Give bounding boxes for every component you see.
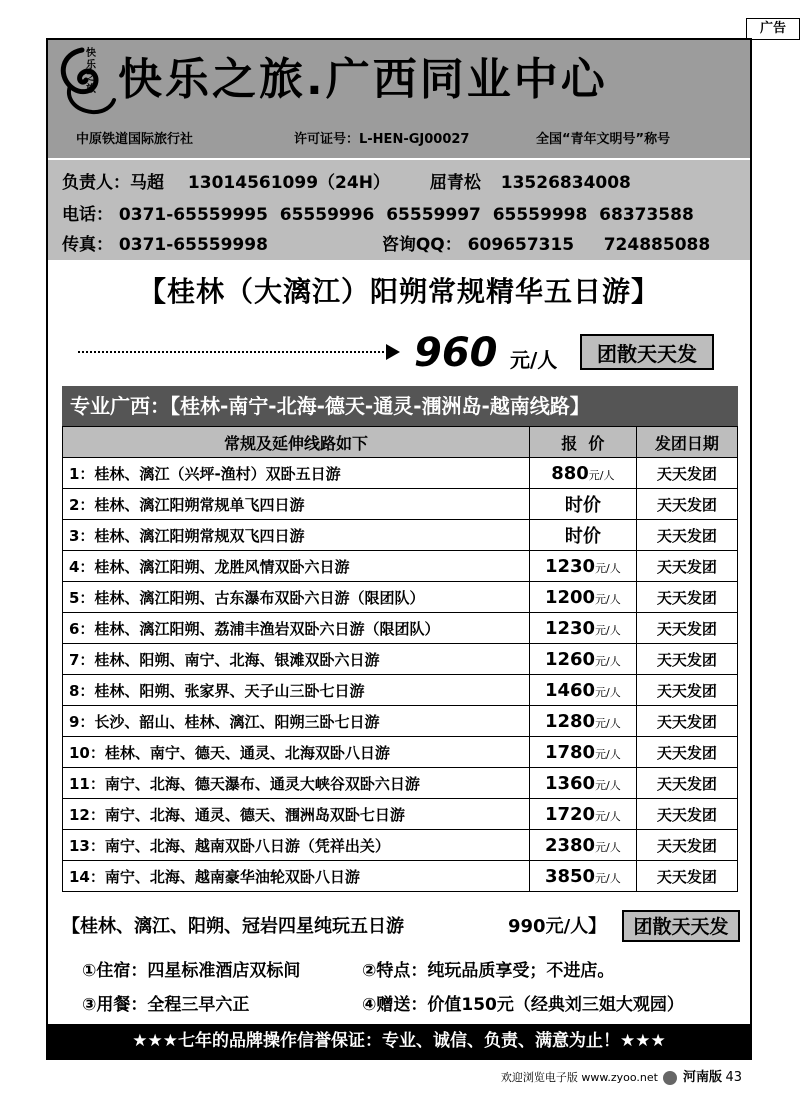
feature-tour-title: 【桂林（大漓江）阳朔常规精华五日游】 <box>137 275 660 308</box>
header-price: 报 价 <box>530 427 637 458</box>
departure-schedule: 天天发团 <box>636 861 737 892</box>
price-value: 880 <box>551 462 589 484</box>
route-name: 10：桂林、南宁、德天、通灵、北海双卧八日游 <box>63 737 530 768</box>
table-row <box>63 768 738 799</box>
price-value: 时价 <box>564 526 601 547</box>
departure-schedule: 天天发团 <box>636 520 737 551</box>
route-price <box>530 737 637 768</box>
price-value: 1720 <box>544 803 596 825</box>
second-contact-phone: 13526834008 <box>500 173 631 193</box>
routes-table-body <box>63 458 738 892</box>
route-name: 14：南宁、北海、越南豪华油轮双卧八日游 <box>63 861 530 892</box>
price-value: 3850 <box>544 865 596 887</box>
departure-schedule: 天天发团 <box>636 582 737 613</box>
brand-title: 快乐之旅.广西同业中心 <box>118 54 608 105</box>
route-name: 8：桂林、阳朔、张家界、天子山三卧七日游 <box>63 675 530 706</box>
price-value: 1230 <box>544 555 596 577</box>
license-number: 许可证号：L-HEN-GJ00027 <box>294 132 470 147</box>
route-price <box>530 489 637 520</box>
dotted-arrow-line <box>78 351 388 353</box>
price-unit: 元/人 <box>595 840 621 854</box>
package-daily-badge: 团散天天发 <box>622 910 740 942</box>
route-name: 6：桂林、漓江阳朔、荔浦丰渔岩双卧六日游（限团队） <box>63 613 530 644</box>
price-value: 1460 <box>544 679 596 701</box>
fax-label: 传真： <box>62 235 113 255</box>
package-title: 【桂林、漓江、阳朔、冠岩四星纯玩五日游 <box>62 916 404 937</box>
honor-title: 全国“青年文明号”称号 <box>536 132 671 147</box>
price-value: 1280 <box>544 710 596 732</box>
route-name: 11：南宁、北海、德天瀑布、通灵大峡谷双卧六日游 <box>63 768 530 799</box>
route-name: 7：桂林、阳朔、南宁、北海、银滩双卧六日游 <box>63 644 530 675</box>
price-unit: 元/人 <box>595 592 621 606</box>
header-date: 发团日期 <box>636 427 737 458</box>
price-unit: 元/人 <box>595 623 621 637</box>
price-value: 1260 <box>544 648 596 670</box>
feature-tour-price: 960 <box>414 330 498 376</box>
route-name: 5：桂林、漓江阳朔、古东瀑布双卧六日游（限团队） <box>63 582 530 613</box>
departure-schedule: 天天发团 <box>636 830 737 861</box>
table-row <box>63 458 738 489</box>
route-price <box>530 520 637 551</box>
price-unit: 元/人 <box>588 468 615 482</box>
price-unit: 元/人 <box>595 561 621 575</box>
package-feature-lodging: ①住宿：四星标准酒店双标间 <box>82 961 301 981</box>
route-name: 4：桂林、漓江阳朔、龙胜风情双卧六日游 <box>63 551 530 582</box>
table-row <box>63 551 738 582</box>
departure-schedule: 天天发团 <box>636 489 737 520</box>
price-unit: 元/人 <box>595 685 621 699</box>
table-row <box>63 582 738 613</box>
route-price <box>530 768 637 799</box>
table-row <box>63 613 738 644</box>
swirl-logo-icon <box>52 44 118 116</box>
route-price <box>530 644 637 675</box>
header-route: 常规及延伸线路如下 <box>63 427 530 458</box>
table-header-row <box>63 427 738 458</box>
price-value: 1200 <box>544 586 596 608</box>
phone-label: 电话： <box>62 205 113 225</box>
route-price <box>530 458 637 489</box>
table-row <box>63 706 738 737</box>
qq-label: 咨询QQ： <box>381 235 462 255</box>
brand-slogan: ★★★七年的品牌操作信誉保证：专业、诚信、负责、满意为止！★★★ <box>48 1024 750 1058</box>
route-name: 1：桂林、漓江（兴坪-渔村）双卧五日游 <box>63 458 530 489</box>
route-price <box>530 551 637 582</box>
package-feature-quality: ②特点：纯玩品质享受；不进店。 <box>362 961 615 981</box>
table-row <box>63 861 738 892</box>
price-value: 1780 <box>544 741 596 763</box>
circle-badge-icon <box>663 1071 677 1085</box>
departure-schedule: 天天发团 <box>636 799 737 830</box>
manager-label: 负责人：马超 <box>62 173 164 193</box>
package-price: 990元/人】 <box>508 916 607 937</box>
route-name: 3：桂林、漓江阳朔常规双飞四日游 <box>63 520 530 551</box>
price-value: 1360 <box>544 772 596 794</box>
route-price <box>530 582 637 613</box>
price-unit: 元/人 <box>595 809 621 823</box>
ad-tag: 广告 <box>746 18 800 40</box>
price-value: 1230 <box>544 617 596 639</box>
departure-schedule: 天天发团 <box>636 644 737 675</box>
table-row <box>63 737 738 768</box>
departure-schedule: 天天发团 <box>636 458 737 489</box>
price-unit: 元/人 <box>595 747 621 761</box>
second-contact-name: 屈青松 <box>429 173 481 193</box>
routes-table <box>62 426 738 892</box>
price-unit: 元/人 <box>595 716 621 730</box>
manager-phone: 13014561099（24H） <box>187 173 390 193</box>
footer-edition: 河南版 <box>682 1070 722 1085</box>
manager-row <box>62 168 631 193</box>
departure-schedule: 天天发团 <box>636 551 737 582</box>
package-feature-gift: ④赠送：价值150元（经典刘三姐大观园） <box>362 995 684 1015</box>
logo-text: 快乐之旅 <box>86 48 96 95</box>
route-price <box>530 799 637 830</box>
departure-schedule: 天天发团 <box>636 768 737 799</box>
contact-panel <box>48 160 750 260</box>
daily-departure-badge: 团散天天发 <box>580 334 714 370</box>
price-value: 时价 <box>564 495 601 516</box>
route-price <box>530 613 637 644</box>
table-row <box>63 644 738 675</box>
price-unit: 元/人 <box>595 871 621 885</box>
arrow-right-icon <box>386 344 400 360</box>
table-row <box>63 830 738 861</box>
table-row <box>63 520 738 551</box>
price-unit: 元/人 <box>595 654 621 668</box>
agency-info-line <box>48 124 750 148</box>
fax-row <box>62 230 710 255</box>
table-row <box>63 489 738 520</box>
route-price <box>530 830 637 861</box>
route-name: 9：长沙、韶山、桂林、漓江、阳朔三卧七日游 <box>63 706 530 737</box>
departure-schedule: 天天发团 <box>636 706 737 737</box>
route-price <box>530 861 637 892</box>
fax-number: 0371-65559998 <box>118 235 268 255</box>
price-value: 2380 <box>544 834 596 856</box>
feature-tour-unit: 元/人 <box>510 348 558 372</box>
route-name: 2：桂林、漓江阳朔常规单飞四日游 <box>63 489 530 520</box>
page-number: 43 <box>725 1070 742 1085</box>
footer-welcome: 欢迎浏览电子版 www.zyoo.net <box>500 1071 658 1084</box>
phone-row <box>62 200 694 225</box>
route-bar: 专业广西：【桂林-南宁-北海-德天-通灵-涠洲岛-越南线路】 <box>62 386 738 426</box>
route-name: 13：南宁、北海、越南双卧八日游（凭祥出关） <box>63 830 530 861</box>
page-footer <box>501 1066 742 1085</box>
phone-numbers: 0371-65559995 65559996 65559997 65559998 68373588 <box>118 205 694 225</box>
departure-schedule: 天天发团 <box>636 737 737 768</box>
package-feature-meals: ③用餐：全程三早六正 <box>82 995 250 1015</box>
agency-name: 中原铁道国际旅行社 <box>76 132 194 147</box>
qq-numbers: 609657315 724885088 <box>467 235 711 255</box>
price-unit: 元/人 <box>595 778 621 792</box>
route-price <box>530 706 637 737</box>
departure-schedule: 天天发团 <box>636 675 737 706</box>
route-name: 12：南宁、北海、通灵、德天、涠洲岛双卧七日游 <box>63 799 530 830</box>
route-price <box>530 675 637 706</box>
table-row <box>63 675 738 706</box>
departure-schedule: 天天发团 <box>636 613 737 644</box>
table-row <box>63 799 738 830</box>
